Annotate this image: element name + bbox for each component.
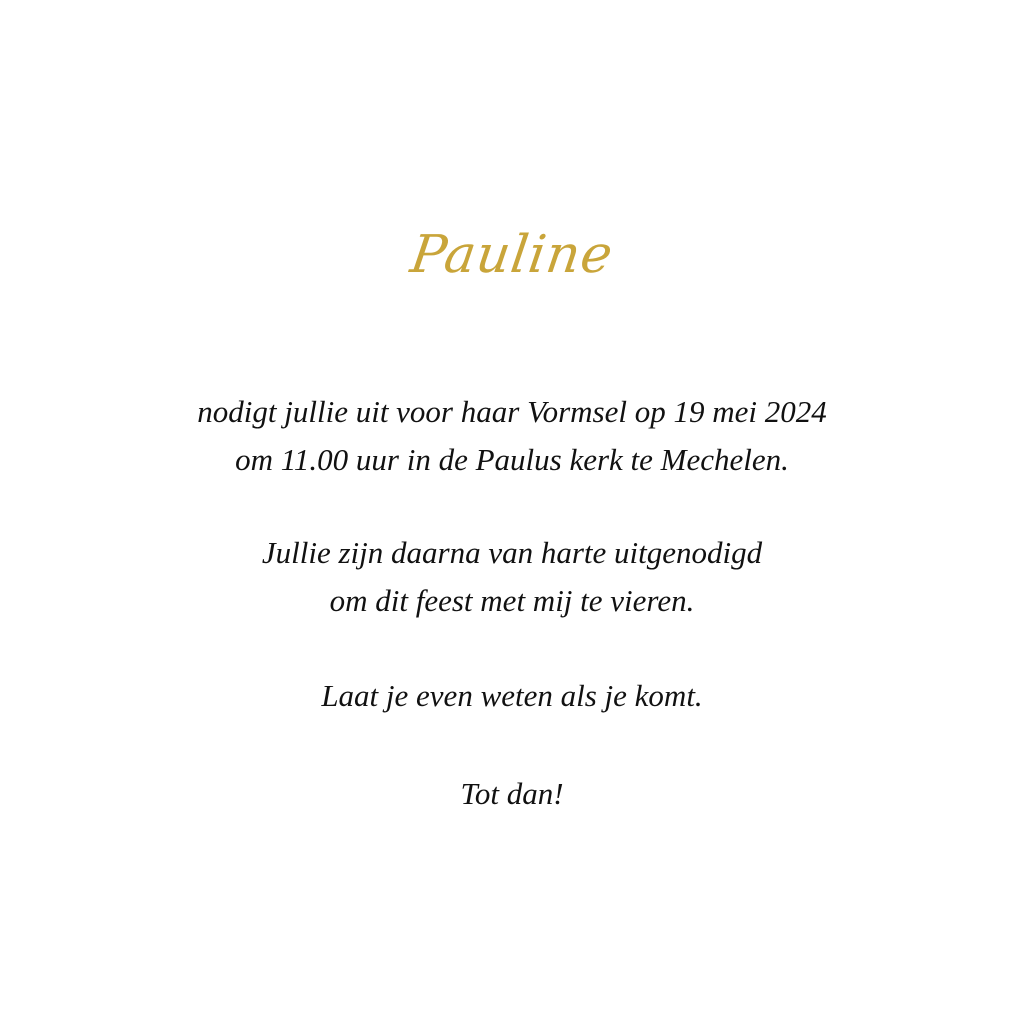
celebration-line-1: Jullie zijn daarna van harte uitgenodigd [261,535,763,570]
invitation-paragraph-rsvp [0,672,1024,720]
rsvp-line: Laat je even weten als je komt. [321,678,703,713]
invitation-paragraph-event [0,388,1024,484]
closing-line: Tot dan! [460,776,564,811]
celebration-line-2: om dit feest met mij te vieren. [329,583,695,618]
invitation-paragraph-celebration [0,529,1024,625]
event-line-1: nodigt jullie uit voor haar Vormsel op 19 mei 2024 [197,394,827,429]
event-line-2: om 11.00 uur in de Paulus kerk te Mechelen. [235,442,789,477]
invitee-name-title: Pauline [406,225,618,285]
invitation-paragraph-closing [0,770,1024,818]
